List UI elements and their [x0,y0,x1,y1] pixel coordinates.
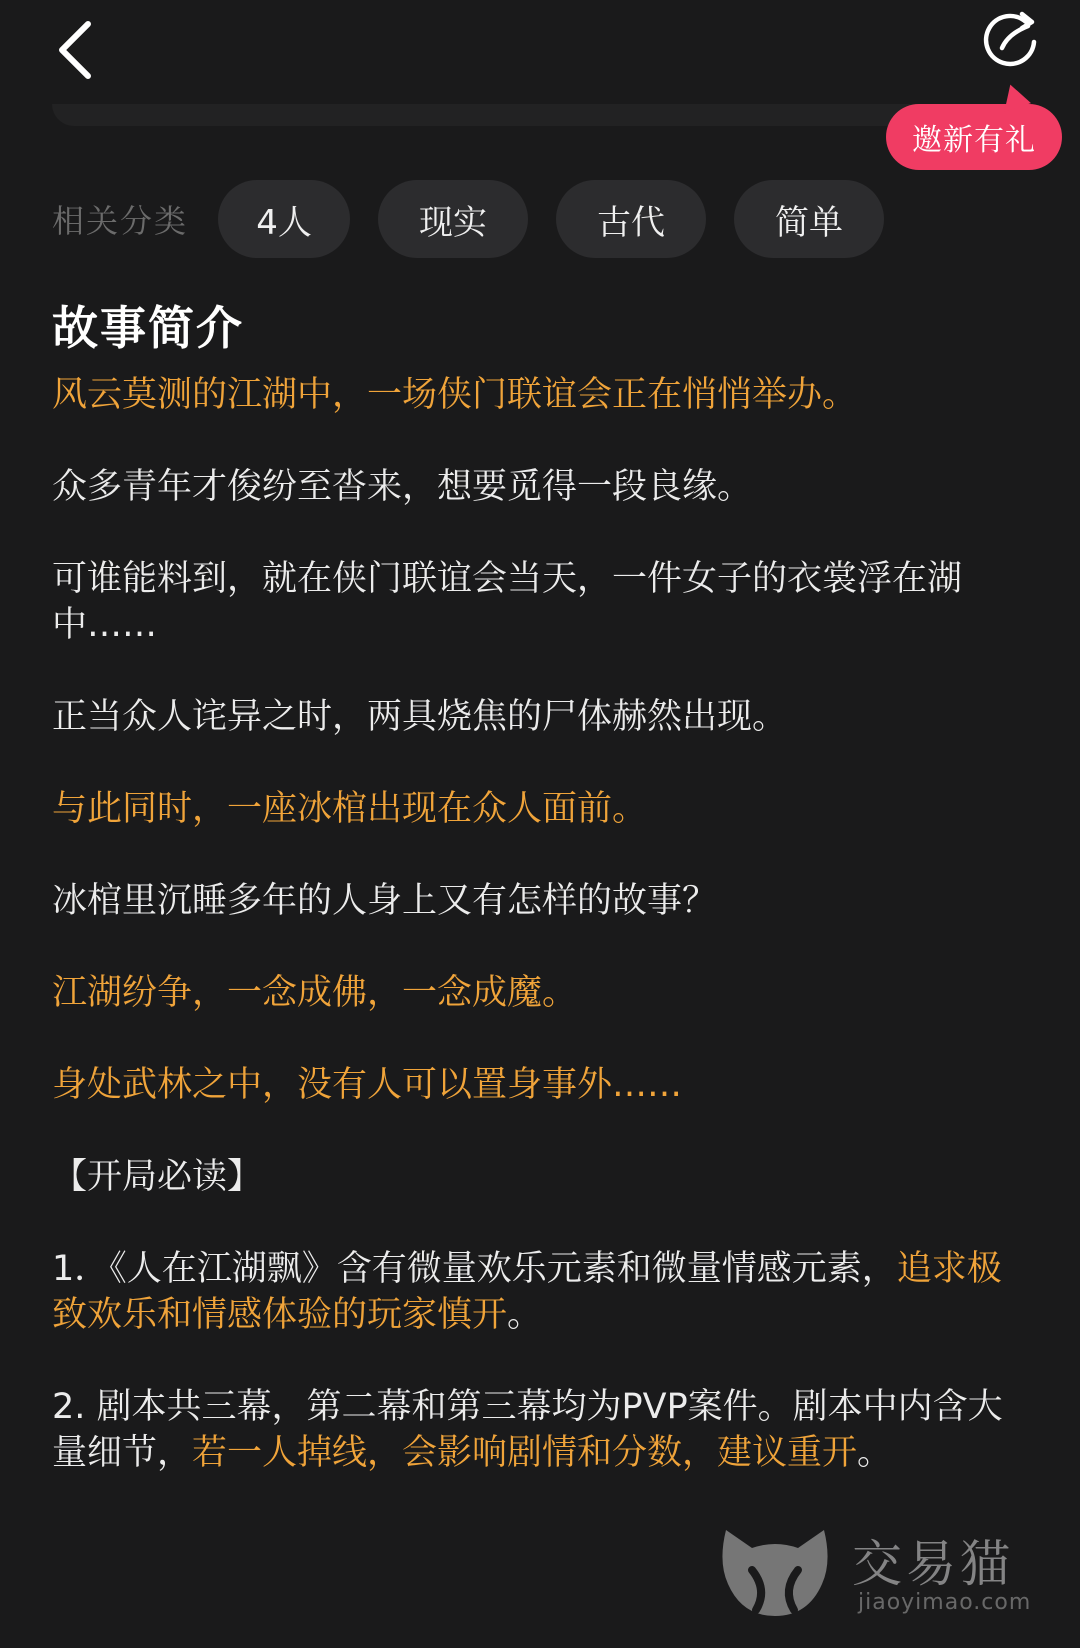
must-read-item-1-warning: 追求极致欢乐和情感体验的玩家慎开 [52,1249,1002,1335]
must-read-item-1-text: 1．《人在江湖飘》含有微量欢乐元素和微量情感元素， [52,1249,897,1289]
intro-paragraph-7: 江湖纷争，一念成佛，一念成魔。 [52,973,578,1013]
must-read-item-2 [52,1384,1032,1476]
back-button[interactable] [36,10,116,90]
category-tag-simple[interactable]: 简单 [734,180,884,258]
cat-logo-icon [712,1512,838,1622]
chevron-left-icon [54,18,98,82]
share-refresh-icon [978,8,1042,72]
intro-paragraph-5: 与此同时，一座冰棺出现在众人面前。 [52,789,648,829]
must-read-heading: 【开局必读】 [52,1157,263,1197]
watermark-domain: jiaoyimao.com [858,1590,1032,1615]
share-button[interactable] [970,0,1050,80]
related-categories [52,180,912,258]
collapsed-panel-edge [52,104,922,126]
category-tag-4-players[interactable]: 4人 [218,180,350,258]
watermark [712,1512,1032,1622]
watermark-name: 交易猫 [852,1535,1014,1593]
intro-paragraph-6: 冰棺里沉睡多年的人身上又有怎样的故事？ [52,881,718,921]
story-intro-body [52,372,1032,1522]
intro-paragraph-1: 风云莫测的江湖中，一场侠门联谊会正在悄悄举办。 [52,375,858,415]
categories-label: 相关分类 [52,202,189,240]
must-read-item-2-text: 2. 剧本共三幕，第二幕和第三幕均为PVP案件。剧本中内含大量细节， [52,1387,1003,1473]
must-read-item-1 [52,1246,1032,1338]
must-read-item-2-end: 。 [857,1433,893,1473]
category-tag-ancient[interactable]: 古代 [556,180,706,258]
top-bar [0,0,1080,120]
invite-reward-badge[interactable]: 邀新有礼 [886,104,1062,170]
story-intro-title: 故事简介 [52,301,244,355]
must-read-item-2-warning: 若一人掉线，会影响剧情和分数，建议重开 [192,1433,858,1473]
category-tag-reality[interactable]: 现实 [378,180,528,258]
must-read-item-1-end: 。 [507,1295,543,1335]
intro-paragraph-8: 身处武林之中，没有人可以置身事外…… [52,1065,683,1105]
intro-paragraph-2: 众多青年才俊纷至沓来，想要觅得一段良缘。 [52,467,753,507]
intro-paragraph-4: 正当众人诧异之时，两具烧焦的尸体赫然出现。 [52,697,788,737]
intro-paragraph-3: 可谁能料到，就在侠门联谊会当天，一件女子的衣裳浮在湖中…… [52,559,963,645]
